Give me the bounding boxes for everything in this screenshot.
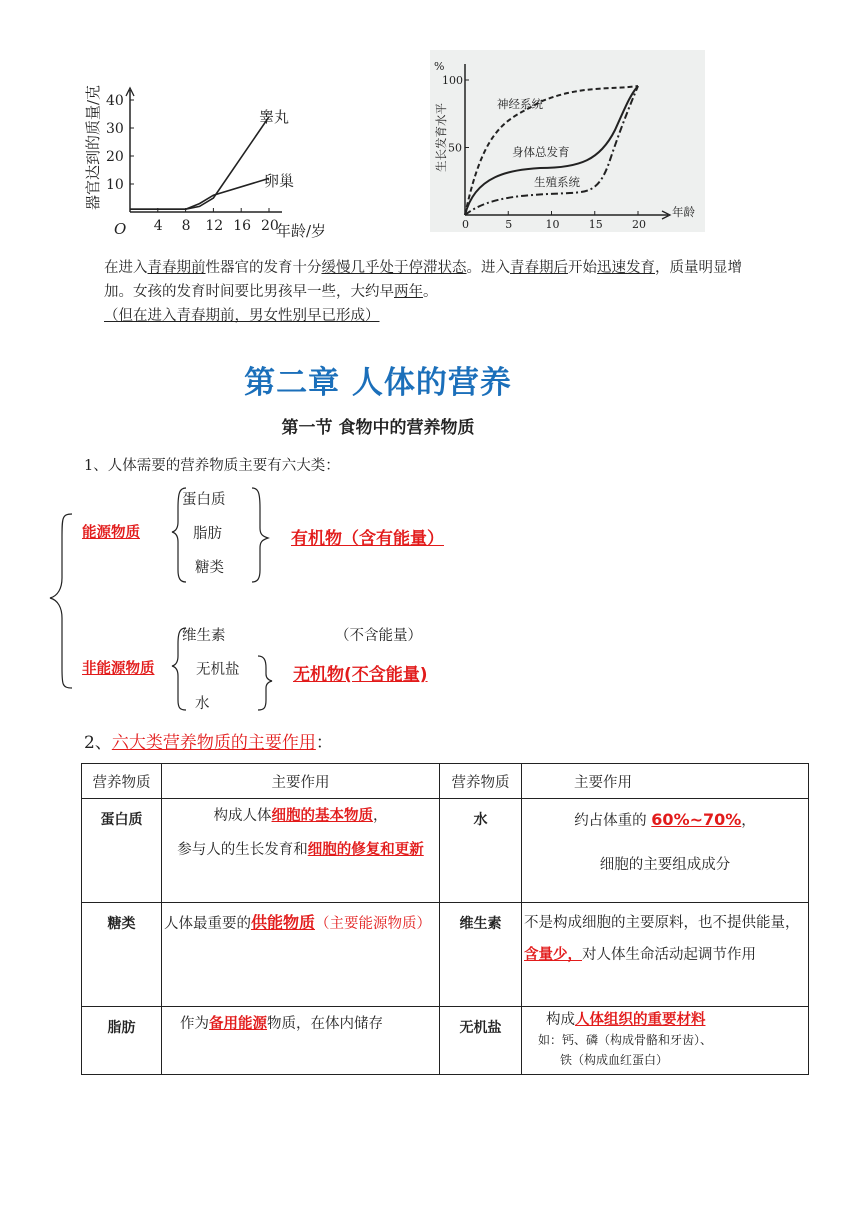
growth-level-chart <box>430 50 705 232</box>
chart-left-ticks <box>106 93 279 234</box>
series-line-ovary <box>130 178 269 209</box>
emphasis: 人体组织的重要材料 <box>575 1011 706 1028</box>
text: 参与人的生长发育和 <box>177 842 308 858</box>
puberty-paragraph <box>104 256 744 328</box>
chart-left-axes <box>126 88 282 212</box>
chart-left-ylabel: 器官达到的质量/克 <box>84 84 102 210</box>
big-left-brace <box>50 514 72 688</box>
cell-name: 脂肪 <box>82 1007 162 1075</box>
tree-item-fat: 脂肪 <box>193 526 222 542</box>
cell-name: 水 <box>440 799 522 903</box>
table-row <box>82 903 809 1007</box>
series-line-testis <box>130 117 269 209</box>
cell-function <box>522 1007 809 1075</box>
x-tick-label: 5 <box>505 218 513 231</box>
text: 细胞的主要组成成分 <box>599 857 731 873</box>
nutrient-function-table <box>81 763 809 1075</box>
header-function: 主要作用 <box>522 764 809 799</box>
series-label-body: 身体总发育 <box>512 145 570 159</box>
y-tick-label: 100 <box>442 74 463 87</box>
x-tick-label: 15 <box>588 218 603 231</box>
y-tick-label: 30 <box>106 121 124 137</box>
chart-left-xlabel: 年龄/岁 <box>276 222 327 240</box>
cell-function <box>162 1007 440 1075</box>
para-emphasis: 两年 <box>394 284 423 300</box>
para-note: （但在进入青春期前，男女性别早已形成） <box>104 308 380 324</box>
text: 构成人体 <box>213 808 272 824</box>
x-tick-label: 0 <box>462 218 469 231</box>
text: 物质，在体内储存 <box>267 1016 383 1032</box>
text: ， <box>741 813 756 829</box>
non-energy-right-brace <box>258 656 272 710</box>
y-tick-label: 50 <box>448 141 462 155</box>
cell-function <box>162 903 440 1007</box>
chart-left-origin: O <box>114 220 127 238</box>
cell-function <box>522 903 809 1007</box>
text: 构成 <box>546 1012 575 1028</box>
q2-suffix: ： <box>315 733 333 753</box>
para-text: 在进入 <box>104 260 148 276</box>
question-2 <box>84 728 333 753</box>
tree-item-water: 水 <box>195 696 210 712</box>
non-energy-substances-label: 非能源物质 <box>82 660 155 677</box>
header-nutrient: 营养物质 <box>82 764 162 799</box>
tree-item-vitamin: 维生素 <box>182 628 226 644</box>
text: ， <box>373 808 388 824</box>
para-emphasis: 缓慢几乎处于停滞状态 <box>321 260 467 276</box>
x-tick-label: 12 <box>205 218 224 234</box>
section-title: 第一节 食物中的营养物质 <box>281 418 475 438</box>
tree-brackets <box>44 478 294 714</box>
energy-right-brace <box>252 488 268 582</box>
header-nutrient: 营养物质 <box>440 764 522 799</box>
cell-function <box>162 799 440 903</box>
header-function: 主要作用 <box>162 764 440 799</box>
para-text: 性器官的发育十分 <box>205 260 322 276</box>
chart-right-axes <box>465 64 670 219</box>
x-tick-label: 20 <box>632 218 646 231</box>
x-tick-label: 4 <box>153 218 163 234</box>
para-emphasis: 青春期前 <box>147 260 206 276</box>
cell-name: 维生素 <box>440 903 522 1007</box>
text: 人体最重要的 <box>164 916 251 932</box>
q2-title: 六大类营养物质的主要作用 <box>111 733 316 753</box>
tree-item-sugar: 糖类 <box>195 560 224 576</box>
para-text: 。 <box>423 284 438 300</box>
y-tick-label: 10 <box>106 177 124 193</box>
para-text: 开始 <box>568 260 597 276</box>
energy-substances-label: 能源物质 <box>82 524 140 541</box>
tree-item-protein: 蛋白质 <box>182 492 226 508</box>
para-emphasis: 青春期后 <box>510 260 568 276</box>
chart-left-lines <box>130 117 269 209</box>
organ-mass-chart <box>82 78 342 243</box>
x-tick-label: 8 <box>181 218 191 234</box>
organic-note: 有机物（含有能量） <box>291 529 444 549</box>
cell-name: 蛋白质 <box>82 799 162 903</box>
chapter-title: 第二章 人体的营养 <box>244 365 512 401</box>
emphasis: 供能物质 <box>251 913 316 932</box>
x-tick-label: 16 <box>233 218 252 234</box>
cell-function <box>522 799 809 903</box>
series-label-reproductive: 生殖系统 <box>534 175 580 189</box>
series-label-nervous: 神经系统 <box>497 97 543 111</box>
table-row <box>82 799 809 903</box>
text: 约占体重的 <box>574 813 652 829</box>
chart-right-ylabel: 生长发育水平 <box>434 103 448 172</box>
y-tick-label: 20 <box>106 149 124 165</box>
inorganic-note: 无机物(不含能量) <box>293 665 428 685</box>
tree-item-mineral: 无机盐 <box>196 662 240 678</box>
chart-right-xlabel: 年龄 <box>672 205 695 219</box>
table-row <box>82 1007 809 1075</box>
para-text: ，质量明显增加。女孩的发育时间要比男孩早一些，大约早 <box>104 260 742 300</box>
note: （主要能源物质） <box>315 916 432 932</box>
emphasis: 60%~70% <box>651 810 742 829</box>
q2-prefix: 2、 <box>84 733 112 753</box>
question-1: 1、人体需要的营养物质主要有六大类： <box>84 458 340 474</box>
chart-right-unit: % <box>434 60 445 73</box>
para-emphasis: 迅速发育 <box>597 260 655 276</box>
cell-name: 无机盐 <box>440 1007 522 1075</box>
para-text: 。进入 <box>466 260 510 276</box>
series-label-testis: 睾丸 <box>259 108 290 126</box>
cell-name: 糖类 <box>82 903 162 1007</box>
x-tick-label: 10 <box>545 218 560 231</box>
example: 如：钙、磷（构成骨骼和牙齿）、 <box>538 1033 713 1047</box>
emphasis: 含量少， <box>524 946 582 963</box>
text: 对人体生命活动起调节作用 <box>582 947 756 963</box>
y-tick-label: 40 <box>106 93 124 109</box>
emphasis: 细胞的基本物质 <box>271 807 373 824</box>
series-label-ovary: 卵巢 <box>264 172 295 190</box>
emphasis: 备用能源 <box>209 1015 267 1032</box>
text: 作为 <box>180 1016 209 1032</box>
emphasis: 细胞的修复和更新 <box>307 841 424 858</box>
text: 不是构成细胞的主要原料，也不提供能量， <box>524 915 800 931</box>
vitamin-no-energy-note: （不含能量） <box>335 628 422 644</box>
example: 铁（构成血红蛋白） <box>560 1053 669 1067</box>
table-header-row <box>82 764 809 799</box>
x-tick-label: 20 <box>261 218 279 234</box>
